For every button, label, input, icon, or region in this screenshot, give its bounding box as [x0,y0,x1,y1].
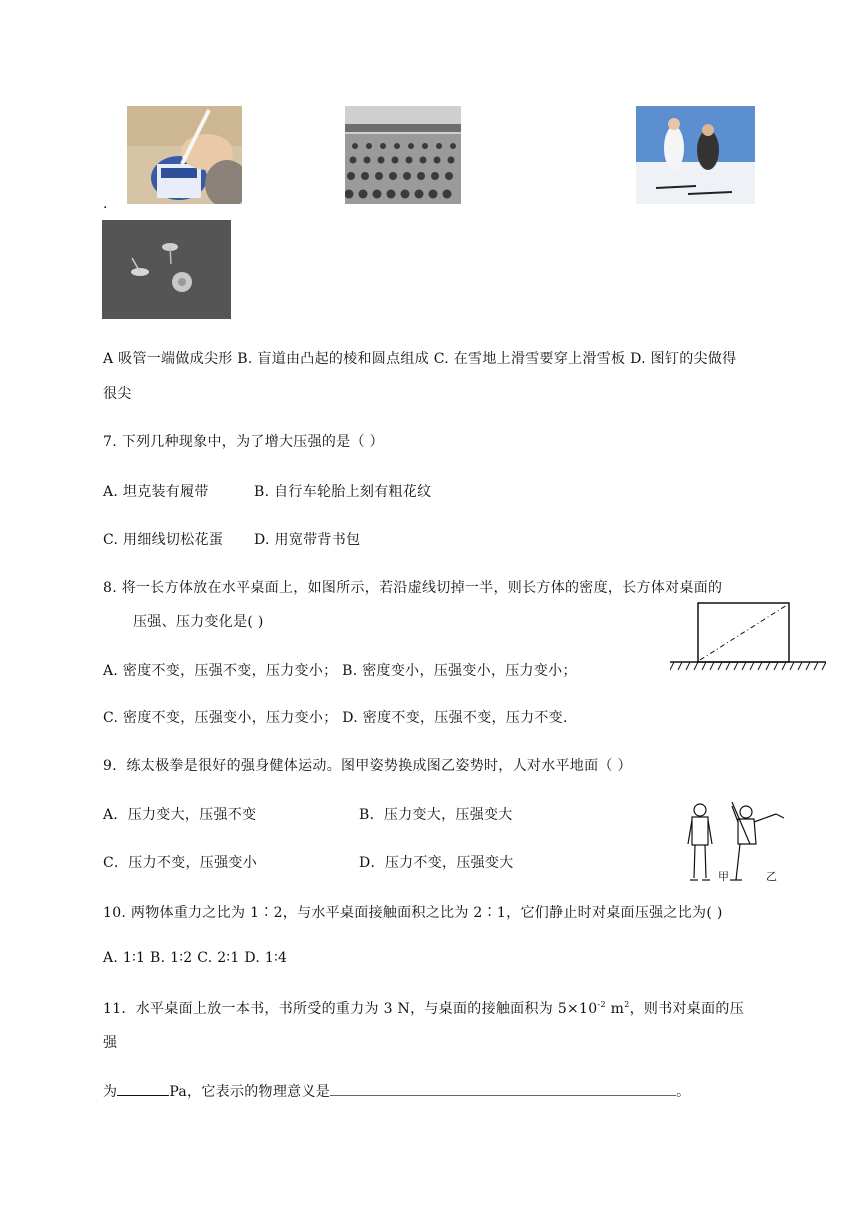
figure-label-yi: 乙 [766,870,777,883]
cuboid-diagram [670,600,826,675]
q7-stem: 7. 下列几种现象中，为了增大压强的是（ ） [103,434,384,450]
q8-stem-line1: 8. 将一长方体放在水平桌面上，如图所示，若沿虚线切掉一半，则长方体的密度，长方体对桌面的 [103,580,723,596]
pressure-answer-blank[interactable] [117,1081,169,1096]
q8-options-cd: C. 密度不变，压强变小，压力变小； D. 密度不变，压强不变，压力不变. [103,710,568,726]
q11-prefix: 为 [103,1084,118,1100]
q9-option-d: D．压力不变，压强变大 [359,855,514,871]
q7-option-b: B. 自行车轮胎上刻有粗花纹 [254,484,432,500]
q8-options-ab: A. 密度不变，压强不变，压力变小； B. 密度变小，压强变小，压力变小； [103,663,577,679]
q9-option-c: C．压力不变，压强变小 [103,855,258,871]
q10-stem: 10. 两物体重力之比为 1∶2，与水平桌面接触面积之比为 2∶1，它们静止时对桌面压强之比为( ) [103,905,723,921]
q11-stem-part-b: ，则书对桌面的压 [629,1001,745,1017]
tactile-paving-image [345,106,461,204]
q11-exponent: -2 [597,1000,606,1009]
taichi-figure [680,800,792,886]
q6-options-line2: 很尖 [103,386,132,402]
q11-answer-line [103,1081,690,1101]
q11-end: 。 [676,1084,691,1100]
skiing-image [636,106,755,204]
q11-stem-line2: 强 [103,1035,118,1051]
q9-stem: 9．练太极拳是很好的强身健体运动。图甲姿势换成图乙姿势时，人对水平地面（ ） [103,758,632,774]
q10-options: A. 1∶1 B. 1∶2 C. 2∶1 D. 1∶4 [103,950,288,966]
q11-stem-part-a: 11．水平桌面上放一本书，书所受的重力为 3 N，与桌面的接触面积为 5×10 [103,1001,598,1017]
q11-unit-text: Pa，它表示的物理意义是 [169,1084,331,1100]
q7-option-c: C. 用细线切松花蛋 [103,532,224,548]
physical-meaning-answer-blank[interactable] [330,1081,676,1096]
q6-options-line1: A 吸管一端做成尖形 B. 盲道由凸起的棱和圆点组成 C. 在雪地上滑雪要穿上滑雪板 D. 图钉的尖做得 [103,351,737,367]
q9-option-a: A．压力变大，压强不变 [103,807,257,823]
q11-unit: m [605,1001,625,1017]
thumbtack-image [102,220,231,319]
q9-option-b: B．压力变大，压强变大 [359,807,513,823]
q7-option-a: A. 坦克装有履带 [103,484,209,500]
q8-stem-line2: 压强、压力变化是( ) [133,614,264,630]
image-row-dot: . [103,196,108,212]
straw-image [127,106,242,204]
q11-stem-line1 [103,998,744,1018]
q7-option-d: D. 用宽带背书包 [254,532,361,548]
q11-unit-exponent: 2 [624,1000,630,1009]
figure-label-jia: 甲 [718,870,729,883]
